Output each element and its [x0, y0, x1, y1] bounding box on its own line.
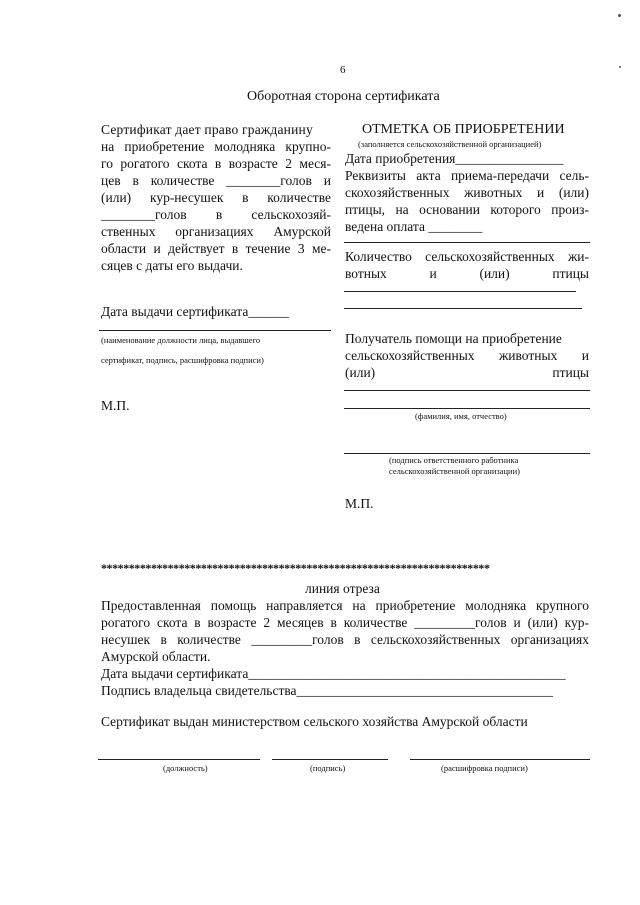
left-text-line: ственных организациях Амурской	[101, 224, 331, 239]
left-text-line: области и действует в течение 3 ме-	[101, 241, 331, 256]
purchase-date-field[interactable]: Дата приобретения________________	[345, 151, 564, 166]
purchase-heading: ОТМЕТКА ОБ ПРИОБРЕТЕНИИ	[362, 122, 565, 137]
cut-text-line: несушек в количестве _________голов в сельскохозяйственных организациях	[101, 632, 589, 647]
scan-dot	[618, 14, 621, 17]
responsible-signature-line[interactable]	[344, 453, 590, 454]
recipient-text-line: (или) птицы	[345, 365, 589, 380]
left-text-line: сяцев с даты его выдачи.	[101, 258, 243, 273]
stamp-label: М.П.	[345, 496, 374, 511]
signature-line[interactable]	[272, 759, 388, 760]
issued-by-text: Сертификат выдан министерством сельского хозяйства Амурской области	[101, 714, 528, 729]
cut-issue-date-field[interactable]: Дата выдачи сертификата_______________________________________________	[101, 666, 566, 681]
stamp-label: М.П.	[101, 398, 130, 413]
cut-line-label: линия отреза	[305, 581, 380, 596]
act-text-line: скохозяйственных животных и (или)	[345, 185, 589, 200]
cut-text-line: Предоставленная помощь направляется на приобретение молодняка крупного	[101, 598, 589, 613]
page-number: 6	[340, 64, 346, 76]
left-text-line: (или) кур-несушек в количестве	[101, 190, 331, 205]
caption-signature: (подпись)	[310, 763, 346, 773]
act-blank-line	[344, 242, 590, 243]
position-signature-line[interactable]	[98, 759, 260, 760]
official-signature-line	[99, 330, 331, 331]
cut-stars: **********************************************************************	[101, 561, 490, 575]
fio-blank-line[interactable]	[344, 408, 590, 409]
signature-decoding-line[interactable]	[410, 759, 590, 760]
scan-dot	[619, 66, 621, 68]
caption-position: (должность)	[163, 763, 208, 773]
left-text-line: Сертификат дает право гражданину	[101, 122, 313, 137]
quantity-text-line: вотных и (или) птицы	[345, 266, 589, 281]
left-text-line: цев в количестве ________голов и	[101, 173, 331, 188]
cut-text-line: рогатого скота в возрасте 2 месяцев в количестве _________голов и (или) кур-	[101, 615, 589, 630]
quantity-text-line: Количество сельскохозяйственных жи-	[345, 249, 589, 264]
purchase-subheading: (заполняется сельскохозяйственной организацией)	[358, 139, 542, 149]
issue-date-field[interactable]: Дата выдачи сертификата______	[101, 304, 289, 319]
recipient-blank-line[interactable]	[344, 390, 590, 391]
act-text-line: птицы, на основании которого произ-	[345, 202, 589, 217]
signature-caption: сельскохозяйственной организации)	[389, 466, 520, 476]
official-caption: сертификат, подпись, расшифровка подписи)	[101, 355, 264, 365]
left-text-line: го рогатого скота в возрасте 2 меся-	[101, 156, 331, 171]
left-text-line: ________голов в сельскохозяй-	[101, 207, 331, 222]
recipient-text-line: сельскохозяйственных животных и	[345, 348, 589, 363]
payment-field[interactable]: ведена оплата ________	[345, 219, 483, 234]
left-text-line: на приобретение молодняка крупно-	[101, 139, 331, 154]
fio-caption: (фамилия, имя, отчество)	[415, 411, 507, 421]
official-caption: (наименование должности лица, выдавшего	[101, 335, 261, 345]
act-text-line: Реквизиты акта приема-передачи сель-	[345, 168, 589, 183]
quantity-blank-line[interactable]	[344, 291, 576, 292]
owner-signature-field[interactable]: Подпись владельца свидетельства______________________________________	[101, 683, 554, 698]
caption-decoding: (расшифровка подписи)	[441, 763, 528, 773]
recipient-text-line: Получатель помощи на приобретение	[345, 331, 562, 346]
signature-caption: (подпись ответственного работника	[389, 455, 519, 465]
cut-text-line: Амурской области.	[101, 649, 211, 664]
quantity-blank-line[interactable]	[344, 308, 582, 309]
page-title: Оборотная сторона сертификата	[247, 89, 440, 104]
